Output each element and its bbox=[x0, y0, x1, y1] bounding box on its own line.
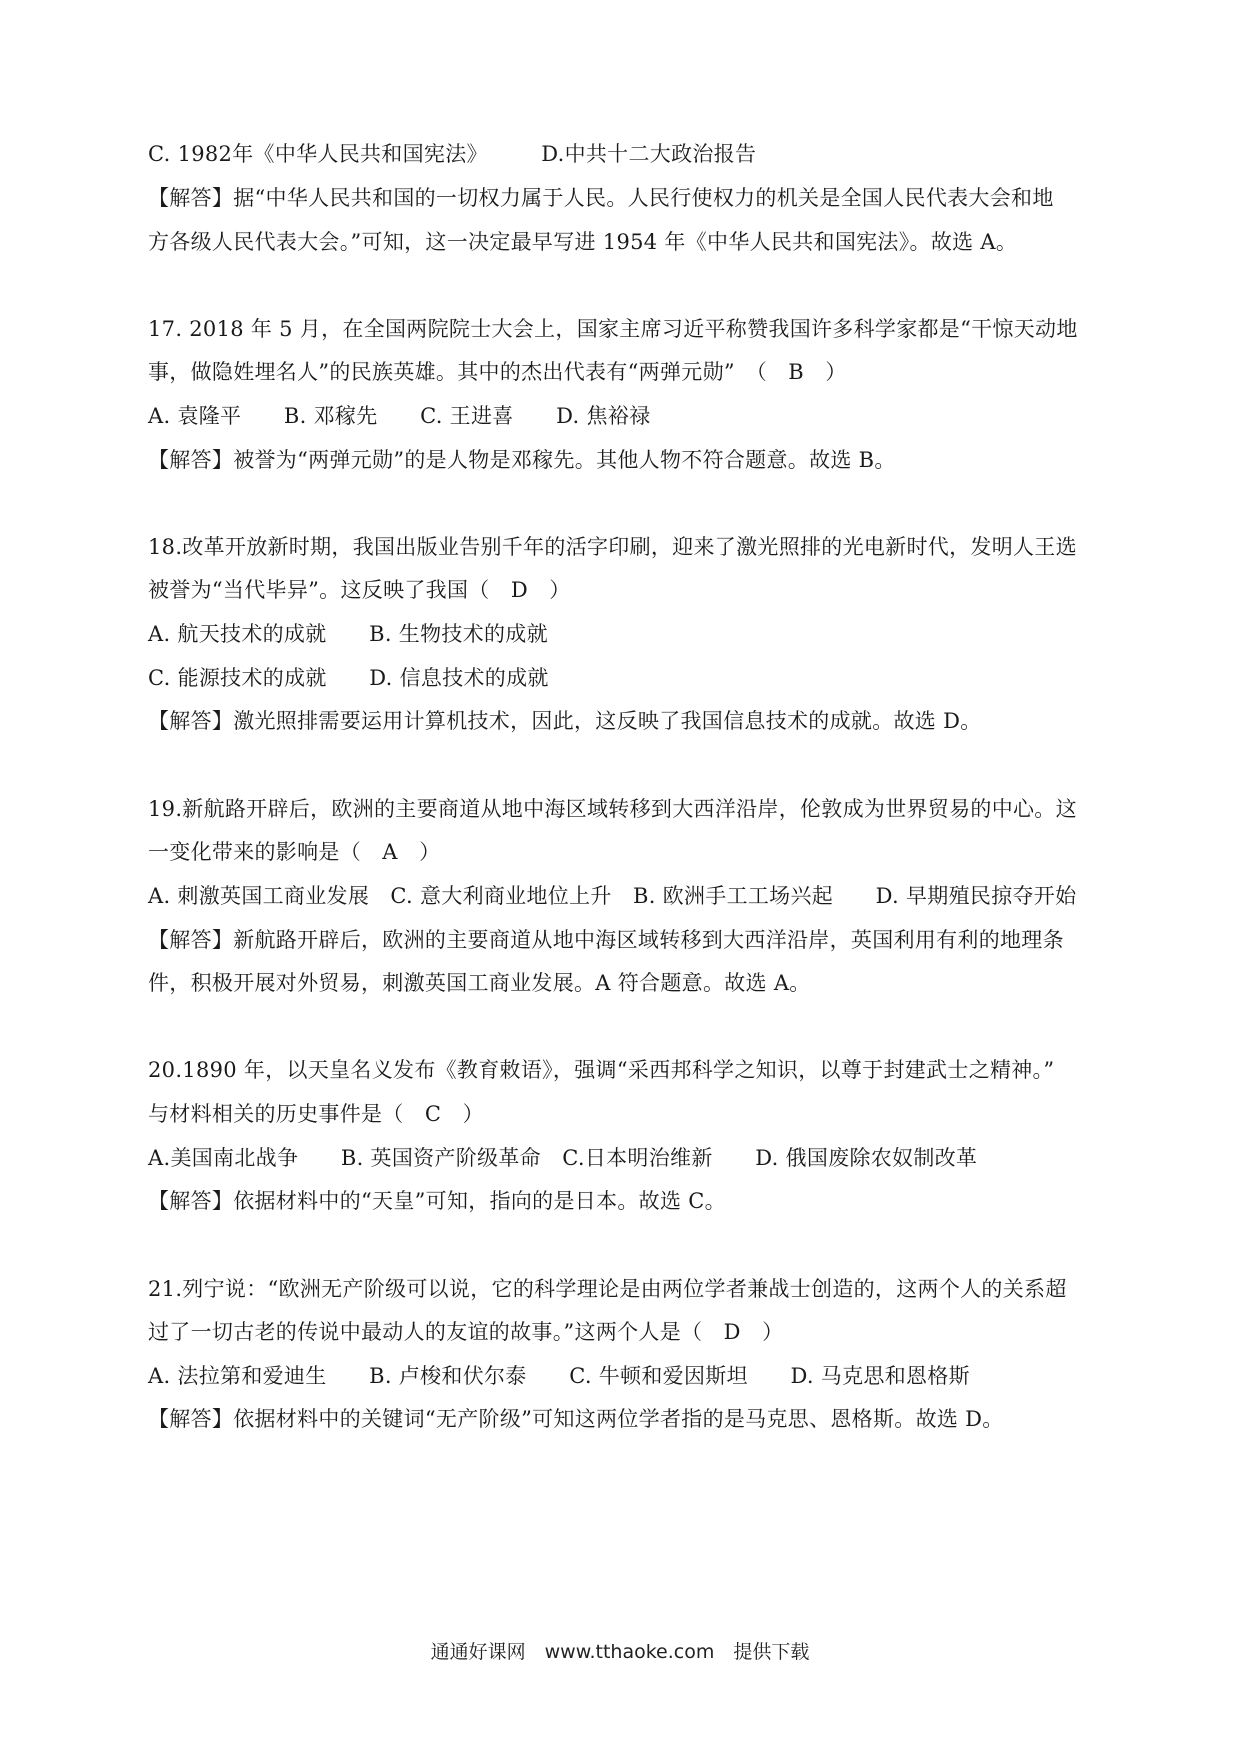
q21-stem-line2: 过了一切古老的传说中最动人的友谊的故事。”这两个人是（ D ） bbox=[148, 1320, 784, 1344]
page-footer: 通通好课网 www.tthaoke.com 提供下载 bbox=[430, 1641, 810, 1663]
q18-options-ab: A. 航天技术的成就 B. 生物技术的成就 bbox=[148, 622, 548, 646]
q18-stem-line1: 18.改革开放新时期，我国出版业告别千年的活字印刷，迎来了激光照排的光电新时代，发明人王选 bbox=[148, 535, 1077, 559]
q21-stem-line1: 21.列宁说：“欧洲无产阶级可以说，它的科学理论是由两位学者兼战士创造的，这两个人的关系超 bbox=[148, 1277, 1067, 1301]
q21-options: A. 法拉第和爱迪生 B. 卢梭和伏尔泰 C. 牛顿和爱因斯坦 D. 马克思和恩格斯 bbox=[148, 1364, 970, 1388]
q17-answer: 【解答】被誉为“两弹元勋”的是人物是邓稼先。其他人物不符合题意。故选 B。 bbox=[148, 448, 896, 472]
q20-stem-line2: 与材料相关的历史事件是（ C ） bbox=[148, 1102, 484, 1126]
q17-stem-line1: 17. 2018 年 5 月，在全国两院院士大会上，国家主席习近平称赞我国许多科学家都是“干惊天动地 bbox=[148, 317, 1078, 341]
q21-answer: 【解答】依据材料中的关键词“无产阶级”可知这两位学者指的是马克思、恩格斯。故选 D。 bbox=[148, 1407, 1004, 1431]
q18-options-cd: C. 能源技术的成就 D. 信息技术的成就 bbox=[148, 666, 549, 690]
q17-stem-line2: 事，做隐姓埋名人”的民族英雄。其中的杰出代表有“两弹元勋” （ B ） bbox=[148, 360, 847, 384]
q16-answer-line1: 【解答】据“中华人民共和国的一切权力属于人民。人民行使权力的机关是全国人民代表大会和地 bbox=[148, 186, 1054, 210]
q19-answer-line2: 件，积极开展对外贸易，刺激英国工商业发展。A 符合题意。故选 A。 bbox=[148, 971, 811, 995]
q19-answer-line1: 【解答】新航路开辟后，欧洲的主要商道从地中海区域转移到大西洋沿岸，英国利用有利的地理条 bbox=[148, 928, 1064, 952]
q19-stem-line2: 一变化带来的影响是（ A ） bbox=[148, 840, 441, 864]
q16-options-cd: C. 1982年《中华人民共和国宪法》 D.中共十二大政治报告 bbox=[148, 142, 757, 166]
q20-stem-line1: 20.1890 年，以天皇名义发布《教育敕语》，强调“采西邦科学之知识，以尊于封建武士之精神。” bbox=[148, 1058, 1055, 1082]
q16-answer-line2: 方各级人民代表大会。”可知，这一决定最早写进 1954 年《中华人民共和国宪法》。故选 A。 bbox=[148, 230, 1018, 254]
q17-options: A. 袁隆平 B. 邓稼先 C. 王进喜 D. 焦裕禄 bbox=[148, 404, 651, 428]
q20-answer: 【解答】依据材料中的“天皇”可知，指向的是日本。故选 C。 bbox=[148, 1189, 726, 1213]
q19-options: A. 刺激英国工商业发展 C. 意大利商业地位上升 B. 欧洲手工工场兴起 D. 早期殖民掠夺开始 bbox=[148, 884, 1077, 908]
q18-answer: 【解答】激光照排需要运用计算机技术，因此，这反映了我国信息技术的成就。故选 D。 bbox=[148, 709, 982, 733]
q18-stem-line2: 被誉为“当代毕异”。这反映了我国（ D ） bbox=[148, 578, 571, 602]
q20-options: A.美国南北战争 B. 英国资产阶级革命 C.日本明治维新 D. 俄国废除农奴制改革 bbox=[148, 1146, 978, 1170]
q19-stem-line1: 19.新航路开辟后，欧洲的主要商道从地中海区域转移到大西洋沿岸，伦敦成为世界贸易的中心。这 bbox=[148, 797, 1077, 821]
